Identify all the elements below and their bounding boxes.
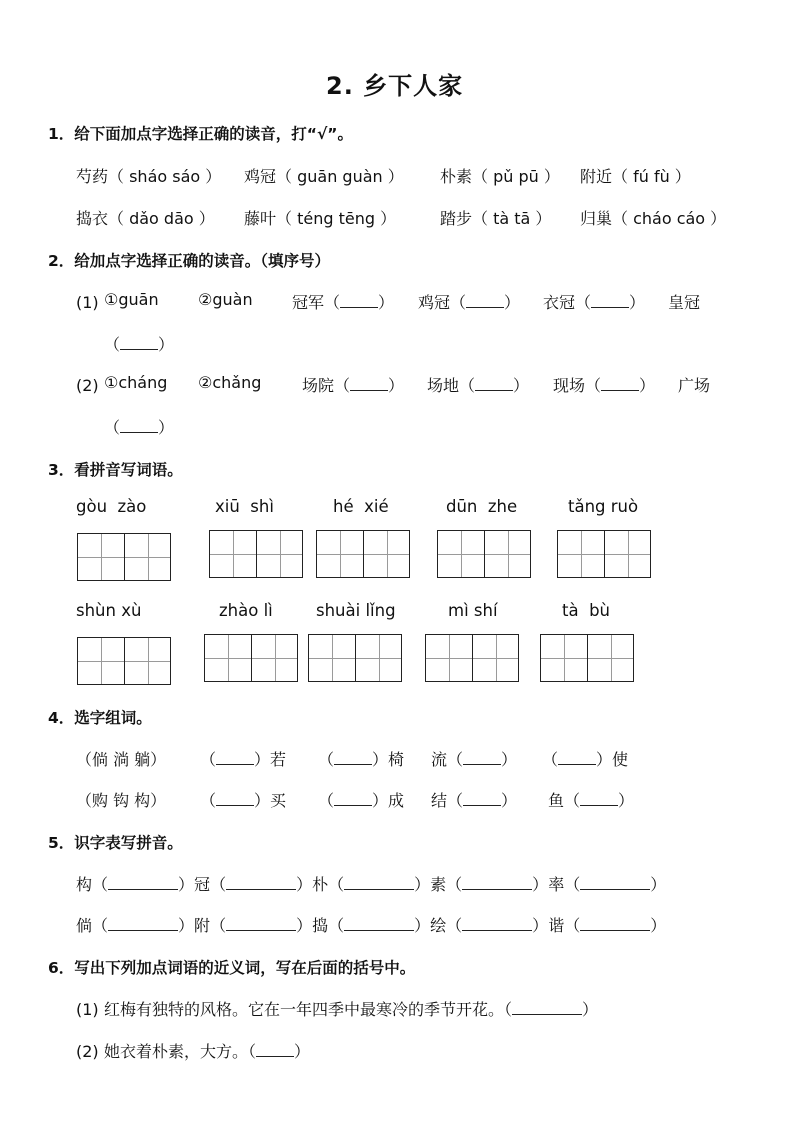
q1-option: 捣衣（ dǎo dāo ） (76, 209, 215, 228)
question-3-label: 3．看拼音写词语。 (48, 461, 183, 479)
q2-option: ①guān (104, 290, 159, 309)
q1-option: 归巢（ cháo cáo ） (580, 209, 727, 228)
q1-option: 芍药（ sháo sáo ） (76, 167, 222, 186)
q2-word: 衣冠（ ） (543, 293, 646, 312)
q2-word: 现场（ ） (553, 376, 656, 395)
q2-part-number: (2) (76, 376, 99, 395)
question-2-label: 2．给加点字选择正确的读音。（填序号） (48, 252, 331, 270)
pinyin-label: hé xié (333, 497, 389, 516)
q4-blank: （ ）买 (200, 791, 287, 810)
q2-option: ②chǎng (198, 373, 262, 392)
pinyin-label: xiū shì (215, 497, 274, 516)
question-4-label: 4．选字组词。 (48, 709, 152, 727)
q2-word: 冠军（ ） (292, 293, 395, 312)
writing-grid[interactable] (209, 530, 303, 578)
pinyin-label: shuài lǐng (316, 601, 396, 620)
question-5-label: 5．识字表写拼音。 (48, 834, 183, 852)
q4-char-group: （购 钩 构） (76, 791, 167, 810)
q2-answer-blank: （ ） (104, 418, 175, 437)
q1-option: 鸡冠（ guān guàn ） (244, 167, 404, 186)
q2-answer-blank: （ ） (104, 335, 175, 354)
question-1-label: 1．给下面加点字选择正确的读音，打“√”。 (48, 125, 353, 143)
q5-row: 构（ ）冠（ ）朴（ ）素（ ）率（ ） (76, 875, 667, 894)
writing-grid[interactable] (437, 530, 531, 578)
q1-option: 朴素（ pǔ pū ） (440, 167, 560, 186)
writing-grid[interactable] (425, 634, 519, 682)
q1-option: 踏步（ tà tā ） (440, 209, 552, 228)
q2-word: 广场 (678, 376, 711, 395)
writing-grid[interactable] (77, 637, 171, 685)
question-6-label: 6．写出下列加点词语的近义词，写在后面的括号中。 (48, 959, 416, 977)
q2-option: ①cháng (104, 373, 168, 392)
writing-grid[interactable] (308, 634, 402, 682)
writing-grid[interactable] (557, 530, 651, 578)
q1-option: 附近（ fú fù ） (580, 167, 691, 186)
q6-part-number: (1) (76, 1000, 99, 1019)
writing-grid[interactable] (540, 634, 634, 682)
writing-grid[interactable] (77, 533, 171, 581)
q6-sentence: 她衣着朴素，大方。（ ） (104, 1042, 311, 1061)
pinyin-label: zhào lì (219, 601, 273, 620)
q6-part-number: (2) (76, 1042, 99, 1061)
writing-grid[interactable] (204, 634, 298, 682)
q4-blank: （ ）若 (200, 750, 287, 769)
pinyin-label: shùn xù (76, 601, 142, 620)
q2-part-number: (1) (76, 293, 99, 312)
q2-word: 场地（ ） (427, 376, 530, 395)
pinyin-label: mì shí (448, 601, 498, 620)
q2-word: 鸡冠（ ） (418, 293, 521, 312)
page-title: 2. 乡下人家 (326, 72, 464, 100)
q4-char-group: （倘 淌 躺） (76, 750, 167, 769)
writing-grid[interactable] (316, 530, 410, 578)
q4-blank: 结（ ） (431, 791, 518, 810)
q6-sentence: 红梅有独特的风格。它在一年四季中最寒冷的季节开花。（ ） (104, 1000, 599, 1019)
pinyin-label: dūn zhe (446, 497, 518, 516)
pinyin-label: tǎng ruò (568, 497, 639, 516)
q4-blank: （ ）椅 (318, 750, 405, 769)
q4-blank: （ ）使 (542, 750, 629, 769)
q2-word: 场院（ ） (302, 376, 405, 395)
q4-blank: （ ）成 (318, 791, 405, 810)
q5-row: 倘（ ）附（ ）捣（ ）绘（ ）谐（ ） (76, 916, 667, 935)
q2-word: 皇冠 (668, 293, 701, 312)
q4-blank: 鱼（ ） (548, 791, 635, 810)
q1-option: 藤叶（ téng tēng ） (244, 209, 397, 228)
pinyin-label: tà bù (562, 601, 611, 620)
pinyin-label: gòu zào (76, 497, 147, 516)
q4-blank: 流（ ） (431, 750, 518, 769)
q2-option: ②guàn (198, 290, 253, 309)
